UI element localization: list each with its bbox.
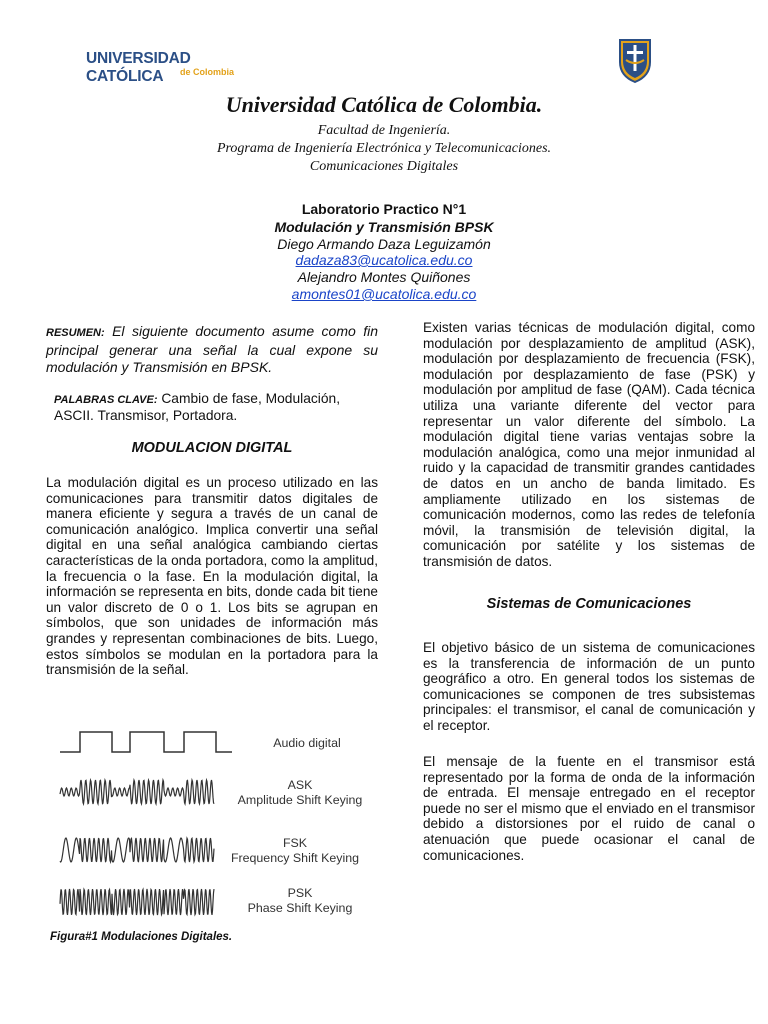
keywords-text: Cambio de fase, Modulación, ASCII. Transmisor, Portadora. [54,391,341,423]
fsk-waveform [60,838,214,862]
author1-name: Diego Armando Daza Leguizamón [277,236,491,252]
abstract [46,323,378,376]
author1-email-link[interactable]: dadaza83@ucatolica.edu.co [295,252,473,268]
right-paragraph-2: El objetivo básico de un sistema de comunicaciones es la transferencia de información de un punto geográfico a otro. En general todos los sistemas de comunicaciones se componen de tres subsistemas principales: el transmisor, el canal de comunicación y el receptor. [423,640,755,733]
abstract-text: El siguiente documento asume como fin principal generar una señal la cual expone su modulación y Transmisión en BPSK. [46,323,378,375]
figure-caption: Figura#1 Modulaciones Digitales. [50,931,233,943]
section1-paragraph: La modulación digital es un proceso utilizado en las comunicaciones para transmitir datos digitales de manera eficiente y segura a través de un canal de comunicación analógico. Implica convertir una señal digital en una señal analógica cambiando ciertas características de la onda portadora, como la amplitud, la frecuencia o la fase. En la modulación digital, la información se representa en bits, donde cada bit tiene un valor discreto de 0 o 1. Los bits se agrupan en símbolos, que son unidades de información más grandes y representan combinaciones de bits. Luego, estos símbolos se modulan en la portadora para la transmisión de la señal. [46,475,378,678]
right-paragraph-3: El mensaje de la fuente en el transmisor está representado por la forma de onda de la información de entrada. El mensaje entregado en el receptor puede no ser el mismo que el enviado en el transmisor debido a distorsiones por el ruido de canal o atenuación que puede ocasionar el canal de comunicaciones. [423,754,755,863]
university-logo [86,50,256,85]
author2-name: Alejandro Montes Quiñones [297,269,471,285]
program-line: Programa de Ingeniería Electrónica y Telecomunicaciones. [216,141,552,156]
logo-word-universidad: UNIVERSIDAD [86,50,191,67]
section-heading-sistemas: Sistemas de Comunicaciones [486,596,692,612]
label-ask: ASK Amplitude Shift Keying [237,778,363,807]
right-paragraph-1: Existen varias técnicas de modulación digital, como modulación por desplazamiento de amplitud (ASK), modulación por desplazamiento de frecuencia (FSK), modulación por desplazamiento de fase (PSK) y modulación por amplitud de fase (QAM). Cada técnica utiliza una variante diferente del vector para representar un valor diferente del símbolo. La modulación digital tiene varias ventajas sobre la modulación analógica, como una mejor inmunidad al ruido y la capacidad de transmitir grandes cantidades de datos en un ancho de banda limitado. Es ampliamente utilizado en los sistemas de comunicación modernos, como las redes de telefonía móvil, la transmisión de televisión digital, la comunicación por satélite y los sistemas de transmisión de datos. [423,320,755,569]
lab-subtitle: Modulación y Transmisión BPSK [274,219,494,235]
psk-waveform [60,889,214,915]
faculty-line: Facultad de Ingeniería. [317,123,451,138]
section-heading-modulacion: MODULACION DIGITAL [131,440,293,456]
page-title: Universidad Católica de Colombia. [225,92,543,117]
author2-email-link[interactable]: amontes01@ucatolica.edu.co [291,286,477,302]
abstract-label: RESUMEN: [46,327,105,339]
logo-word-catolica: CATÓLICA [86,68,164,85]
lab-title: Laboratorio Practico N°1 [301,201,467,217]
course-line: Comunicaciones Digitales [309,159,459,174]
keywords [54,391,374,424]
modulation-figure [58,722,366,922]
label-psk: PSK Phase Shift Keying [247,886,353,915]
label-audio-digital: Audio digital [273,736,341,750]
keywords-label: PALABRAS CLAVE: [54,394,158,406]
ask-waveform [60,780,214,804]
label-fsk: FSK Frequency Shift Keying [230,836,360,865]
university-crest-icon [618,36,652,84]
digital-audio-waveform [60,732,232,752]
logo-line2: de Colombia [180,67,235,77]
